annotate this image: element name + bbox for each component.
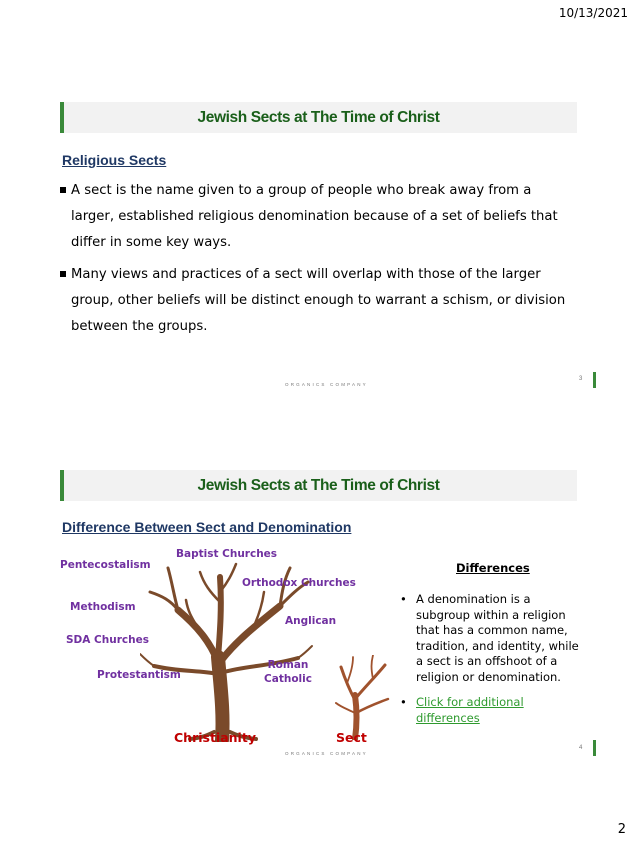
slide-title: Jewish Sects at The Time of Christ: [197, 477, 440, 494]
label-anglican: Anglican: [285, 615, 337, 627]
slide-number-bar: [593, 372, 596, 388]
label-sda-churches: SDA Churches: [66, 634, 149, 646]
slide-number-bar: [593, 740, 596, 756]
slide-number: 4: [579, 745, 583, 751]
difference-item: • A denomination is a subgroup within a religion that has a common name, tradition, and identity, while a sect is an offshoot of a religion or denomination.: [400, 592, 580, 685]
label-methodism: Methodism: [70, 601, 136, 613]
print-date: 10/13/2021: [558, 6, 628, 20]
small-sect-tree: [335, 655, 390, 740]
page-number: 2: [617, 822, 626, 837]
slide-3: [60, 102, 600, 392]
differences-list: [400, 592, 580, 736]
section-heading: Difference Between Sect and Denomination: [62, 519, 352, 535]
label-christianity: Christianity: [174, 730, 256, 745]
slide-title: Jewish Sects at The Time of Christ: [197, 109, 440, 126]
label-baptist-churches: Baptist Churches: [176, 548, 278, 560]
section-heading: Religious Sects: [62, 152, 167, 168]
footer-company: ORGANICS COMPANY: [285, 382, 368, 387]
differences-heading: Differences: [456, 561, 530, 575]
bullet-item: Many views and practices of a sect will overlap with those of the larger group, other beliefs will be distinct enough to warrant a schism, or division between the groups.: [60, 262, 570, 340]
big-tree-illustration: [140, 562, 315, 742]
slide-number: 3: [579, 376, 583, 382]
label-protestantism: Protestantism: [97, 669, 181, 681]
label-orthodox-churches: Orthodox Churches: [242, 577, 356, 589]
label-sect: Sect: [336, 730, 367, 745]
difference-item: [400, 695, 580, 726]
slide-title-bar: [60, 102, 577, 133]
slide-4: [60, 470, 600, 770]
slide-title-bar: [60, 470, 577, 501]
footer-company: ORGANICS COMPANY: [285, 751, 368, 756]
bullet-list: [60, 178, 570, 346]
additional-differences-link[interactable]: Click for additional differences: [416, 695, 524, 725]
label-pentecostalism: Pentecostalism: [60, 559, 151, 571]
bullet-item: A sect is the name given to a group of people who break away from a larger, established religious denomination because of a set of beliefs that differ in some key ways.: [60, 178, 570, 256]
label-roman-catholic: Roman Catholic: [264, 659, 312, 685]
